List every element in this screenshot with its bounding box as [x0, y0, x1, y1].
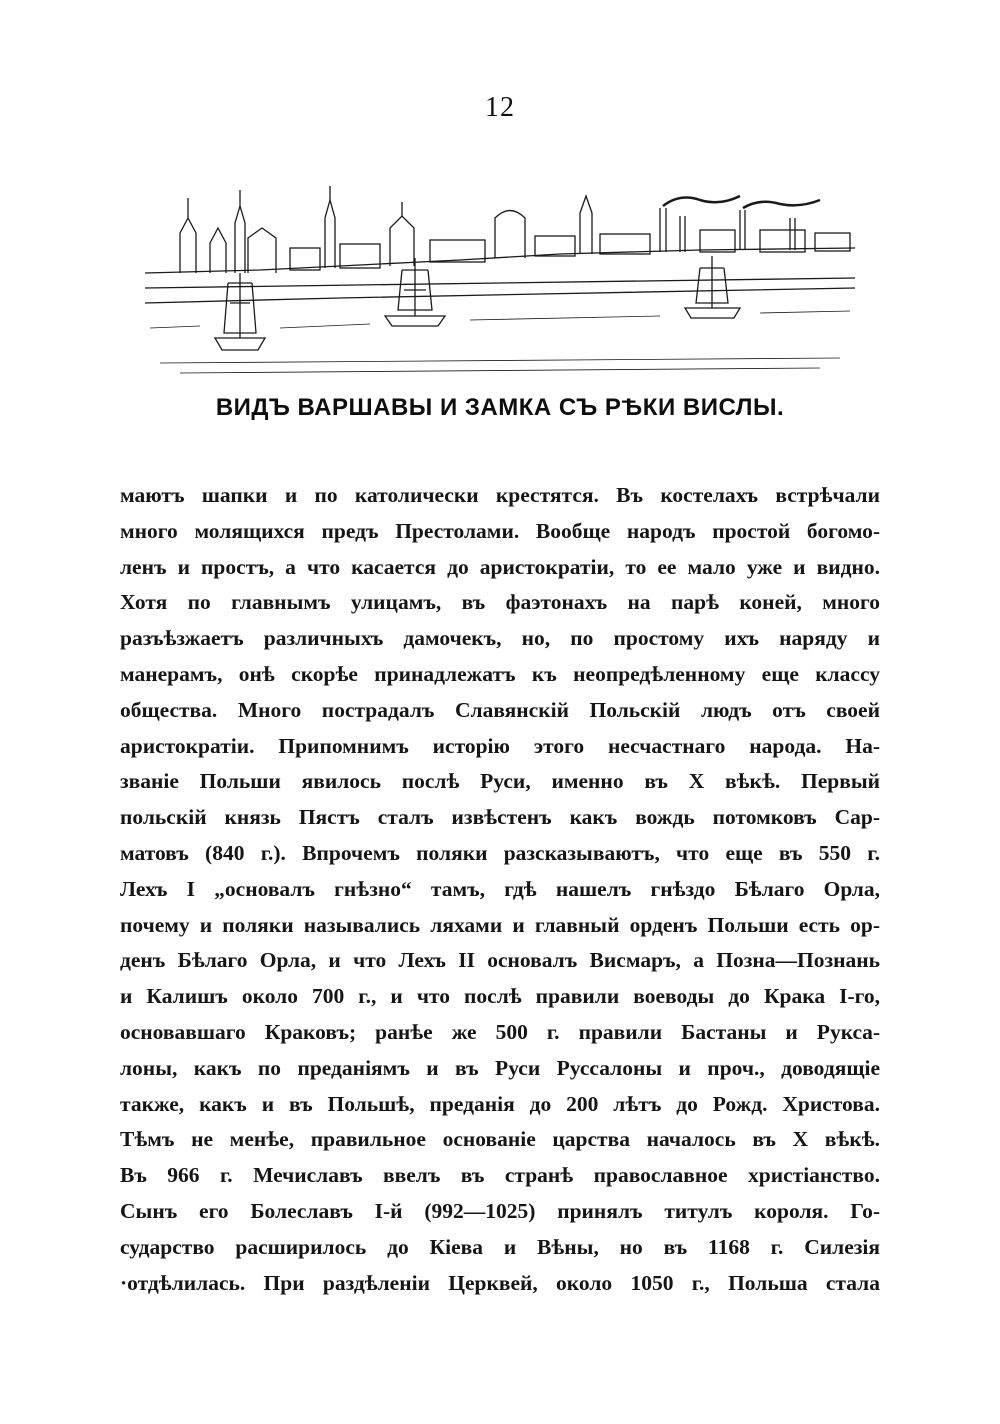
- text-line: Въ 966 г. Мечиславъ ввелъ въ странѣ православное христіанство.: [120, 1163, 880, 1188]
- illustration-caption: ВИДЪ ВАРШАВЫ И ЗАМКА СЪ РѢКИ ВИСЛЫ.: [215, 394, 785, 421]
- text-line: польскій князь Пястъ сталъ извѣстенъ какъ вождь потомковъ Сар-: [120, 805, 880, 830]
- body-text: [120, 478, 880, 1301]
- text-line: основавшаго Краковъ; ранѣе же 500 г. правили Бастаны и Руксa-: [120, 1019, 880, 1044]
- text-line: много молящихся предъ Престолами. Вообще народъ простой богомо-: [120, 518, 880, 543]
- page-number: 12: [485, 92, 515, 123]
- text-line: званіе Польши явилось послѣ Руси, именно въ X вѣкѣ. Первый: [120, 769, 880, 794]
- text-line: Сынъ его Болеславъ I-й (992—1025) принялъ титулъ короля. Го-: [120, 1198, 880, 1223]
- text-line: матовъ (840 г.). Впрочемъ поляки разсказываютъ, что еще въ 550 г.: [120, 840, 880, 865]
- text-line: почему и поляки назывались ляхами и главный орденъ Польши есть ор-: [120, 912, 880, 937]
- text-line: аристократіи. Припомнимъ исторію этого несчастнаго народа. На-: [120, 733, 880, 758]
- text-line: лоны, какъ по преданіямъ и въ Руси Руссалоны и проч., доводящіе: [120, 1055, 880, 1080]
- text-line: Лехъ I „основалъ гнѣзно“ тамъ, гдѣ нашелъ гнѣздо Бѣлаго Орла,: [120, 876, 880, 901]
- text-line: и Калишъ около 700 г., и что послѣ правили воеводы до Крака I-го,: [120, 984, 880, 1009]
- text-line: Хотя по главнымъ улицамъ, въ фаэтонахъ на парѣ коней, много: [120, 590, 880, 615]
- text-line: ·отдѣлилась. При раздѣленіи Церквей, около 1050 г., Польша стала: [120, 1270, 880, 1295]
- text-line: денъ Бѣлаго Орла, и что Лехъ II основалъ Висмаръ, а Позна—Познань: [120, 948, 880, 973]
- text-line: манерамъ, онѣ скорѣе принадлежатъ къ неопредѣленному еще классу: [120, 661, 880, 686]
- text-line: Тѣмъ не менѣе, правильное основаніе царства началось въ X вѣкѣ.: [120, 1127, 880, 1152]
- text-line: маютъ шапки и по католически крестятся. Въ костелахъ встрѣчали: [120, 483, 880, 507]
- text-line: также, какъ и въ Польшѣ, преданія до 200 лѣтъ до Рожд. Христова.: [120, 1091, 880, 1116]
- text-line: сударство расширилось до Кіева и Вѣны, но въ 1168 г. Силезія: [120, 1234, 880, 1259]
- warsaw-river-view-illustration: [140, 178, 860, 383]
- text-line: общества. Много пострадалъ Славянскій Польскій людъ отъ своей: [120, 697, 880, 722]
- text-line: ленъ и простъ, а что касается до аристократіи, то ее мало уже и видно.: [120, 554, 880, 579]
- text-line: разъѣзжаетъ различныхъ дамочекъ, но, по простому ихъ наряду и: [120, 626, 880, 651]
